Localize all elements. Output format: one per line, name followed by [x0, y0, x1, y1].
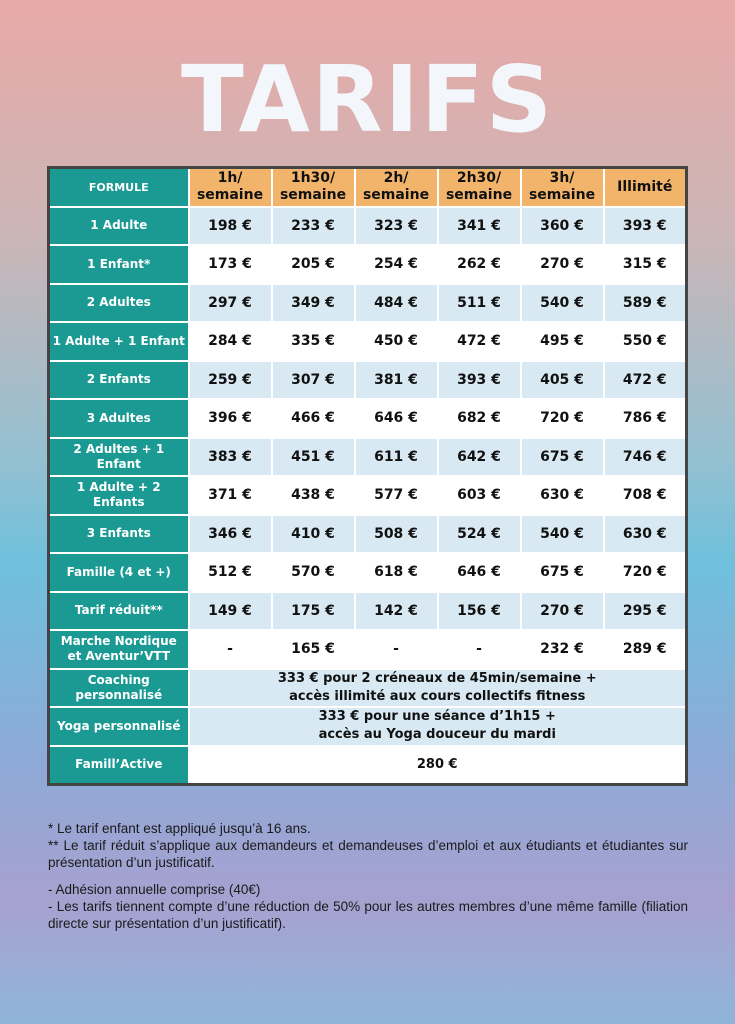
price-cell: 466 €: [272, 399, 355, 438]
price-cell: 371 €: [189, 476, 272, 515]
table-row: [49, 322, 687, 361]
price-cell: 289 €: [604, 630, 687, 669]
price-cell: 611 €: [355, 438, 438, 477]
price-cell: 511 €: [438, 284, 521, 323]
price-cell: 540 €: [521, 515, 604, 554]
price-cell: 360 €: [521, 207, 604, 246]
price-cell: 603 €: [438, 476, 521, 515]
price-cell: 233 €: [272, 207, 355, 246]
price-cell: 630 €: [604, 515, 687, 554]
table-row: [49, 399, 687, 438]
price-cell: 438 €: [272, 476, 355, 515]
price-cell: 508 €: [355, 515, 438, 554]
price-cell: 232 €: [521, 630, 604, 669]
price-cell: 720 €: [604, 553, 687, 592]
row-label: 1 Enfant*: [49, 245, 189, 284]
price-cell: 451 €: [272, 438, 355, 477]
table-row: [49, 438, 687, 477]
price-cell: 570 €: [272, 553, 355, 592]
price-cell: 393 €: [438, 361, 521, 400]
table-row: [49, 592, 687, 631]
table-row: [49, 553, 687, 592]
price-cell: 484 €: [355, 284, 438, 323]
price-cell: 149 €: [189, 592, 272, 631]
price-cell: 156 €: [438, 592, 521, 631]
price-cell: 270 €: [521, 245, 604, 284]
price-cell: -: [438, 630, 521, 669]
price-cell: 142 €: [355, 592, 438, 631]
row-label: 3 Adultes: [49, 399, 189, 438]
table-row: [49, 515, 687, 554]
table-row: [49, 207, 687, 246]
table-row: [49, 284, 687, 323]
page-title: TARIFS: [181, 46, 554, 153]
price-cell: 524 €: [438, 515, 521, 554]
price-cell: 165 €: [272, 630, 355, 669]
price-cell: 708 €: [604, 476, 687, 515]
price-cell: 472 €: [438, 322, 521, 361]
column-header: 2h30/ semaine: [438, 168, 521, 207]
row-label: Tarif réduit**: [49, 592, 189, 631]
price-cell: 198 €: [189, 207, 272, 246]
price-cell: 495 €: [521, 322, 604, 361]
row-label: Marche Nordique et Aventur’VTT: [49, 630, 189, 669]
table-row: [49, 476, 687, 515]
price-cell: 577 €: [355, 476, 438, 515]
column-header: Illimité: [604, 168, 687, 207]
price-cell: 405 €: [521, 361, 604, 400]
price-cell: 341 €: [438, 207, 521, 246]
row-label: Famille (4 et +): [49, 553, 189, 592]
table-header-row: [49, 168, 687, 207]
price-cell: 315 €: [604, 245, 687, 284]
price-cell: 682 €: [438, 399, 521, 438]
table-row: [49, 245, 687, 284]
price-cell: 396 €: [189, 399, 272, 438]
table-row: [49, 630, 687, 669]
price-cell: 383 €: [189, 438, 272, 477]
price-cell: 646 €: [438, 553, 521, 592]
row-label: Yoga personnalisé: [49, 707, 189, 746]
row-label: Famill’Active: [49, 746, 189, 785]
price-cell: 512 €: [189, 553, 272, 592]
column-header: 1h30/ semaine: [272, 168, 355, 207]
price-cell: 259 €: [189, 361, 272, 400]
column-header: 2h/ semaine: [355, 168, 438, 207]
pricing-table: [47, 166, 688, 786]
price-cell: 720 €: [521, 399, 604, 438]
price-cell: 642 €: [438, 438, 521, 477]
row-label: 2 Enfants: [49, 361, 189, 400]
row-label: 1 Adulte + 2 Enfants: [49, 476, 189, 515]
price-cell: 786 €: [604, 399, 687, 438]
row-label: Coaching personnalisé: [49, 669, 189, 708]
price-cell: 589 €: [604, 284, 687, 323]
footnotes: [48, 820, 688, 932]
price-cell: 550 €: [604, 322, 687, 361]
special-description: 333 € pour une séance d’1h15 + accès au Yoga douceur du mardi: [189, 707, 687, 746]
special-row: [49, 746, 687, 785]
price-cell: 746 €: [604, 438, 687, 477]
footnote-child-rate: * Le tarif enfant est appliqué jusqu’à 16 ans.: [48, 821, 311, 836]
special-row: [49, 707, 687, 746]
price-cell: 205 €: [272, 245, 355, 284]
price-cell: 175 €: [272, 592, 355, 631]
special-description: 280 €: [189, 746, 687, 785]
row-label: 3 Enfants: [49, 515, 189, 554]
price-cell: 173 €: [189, 245, 272, 284]
price-cell: 675 €: [521, 438, 604, 477]
note-membership: - Adhésion annuelle comprise (40€): [48, 882, 261, 897]
price-cell: -: [355, 630, 438, 669]
column-header: 1h/ semaine: [189, 168, 272, 207]
price-cell: 646 €: [355, 399, 438, 438]
table-row: [49, 361, 687, 400]
price-cell: 295 €: [604, 592, 687, 631]
note-family-discount: - Les tarifs tiennent compte d’une réduction de 50% pour les autres membres d’une même famille (filiation directe sur présentation d’un justificatif).: [48, 899, 688, 931]
price-cell: 254 €: [355, 245, 438, 284]
price-cell: 270 €: [521, 592, 604, 631]
price-cell: 262 €: [438, 245, 521, 284]
price-cell: 349 €: [272, 284, 355, 323]
column-header: 3h/ semaine: [521, 168, 604, 207]
special-row: [49, 669, 687, 708]
price-cell: 393 €: [604, 207, 687, 246]
price-cell: 540 €: [521, 284, 604, 323]
row-label: 1 Adulte: [49, 207, 189, 246]
price-cell: 323 €: [355, 207, 438, 246]
price-cell: 307 €: [272, 361, 355, 400]
row-label: 2 Adultes: [49, 284, 189, 323]
price-cell: -: [189, 630, 272, 669]
price-cell: 618 €: [355, 553, 438, 592]
price-cell: 675 €: [521, 553, 604, 592]
price-cell: 410 €: [272, 515, 355, 554]
special-description: 333 € pour 2 créneaux de 45min/semaine + accès illimité aux cours collectifs fitness: [189, 669, 687, 708]
formule-header: FORMULE: [49, 168, 189, 207]
price-cell: 284 €: [189, 322, 272, 361]
footnote-reduced-rate: ** Le tarif réduit s’applique aux demandeurs et demandeuses d’emploi et aux étudiants et étudiantes sur présentation d’un justificatif.: [48, 838, 688, 870]
price-cell: 335 €: [272, 322, 355, 361]
price-cell: 450 €: [355, 322, 438, 361]
row-label: 2 Adultes + 1 Enfant: [49, 438, 189, 477]
price-cell: 630 €: [521, 476, 604, 515]
price-cell: 297 €: [189, 284, 272, 323]
row-label: 1 Adulte + 1 Enfant: [49, 322, 189, 361]
price-cell: 472 €: [604, 361, 687, 400]
price-cell: 381 €: [355, 361, 438, 400]
price-cell: 346 €: [189, 515, 272, 554]
